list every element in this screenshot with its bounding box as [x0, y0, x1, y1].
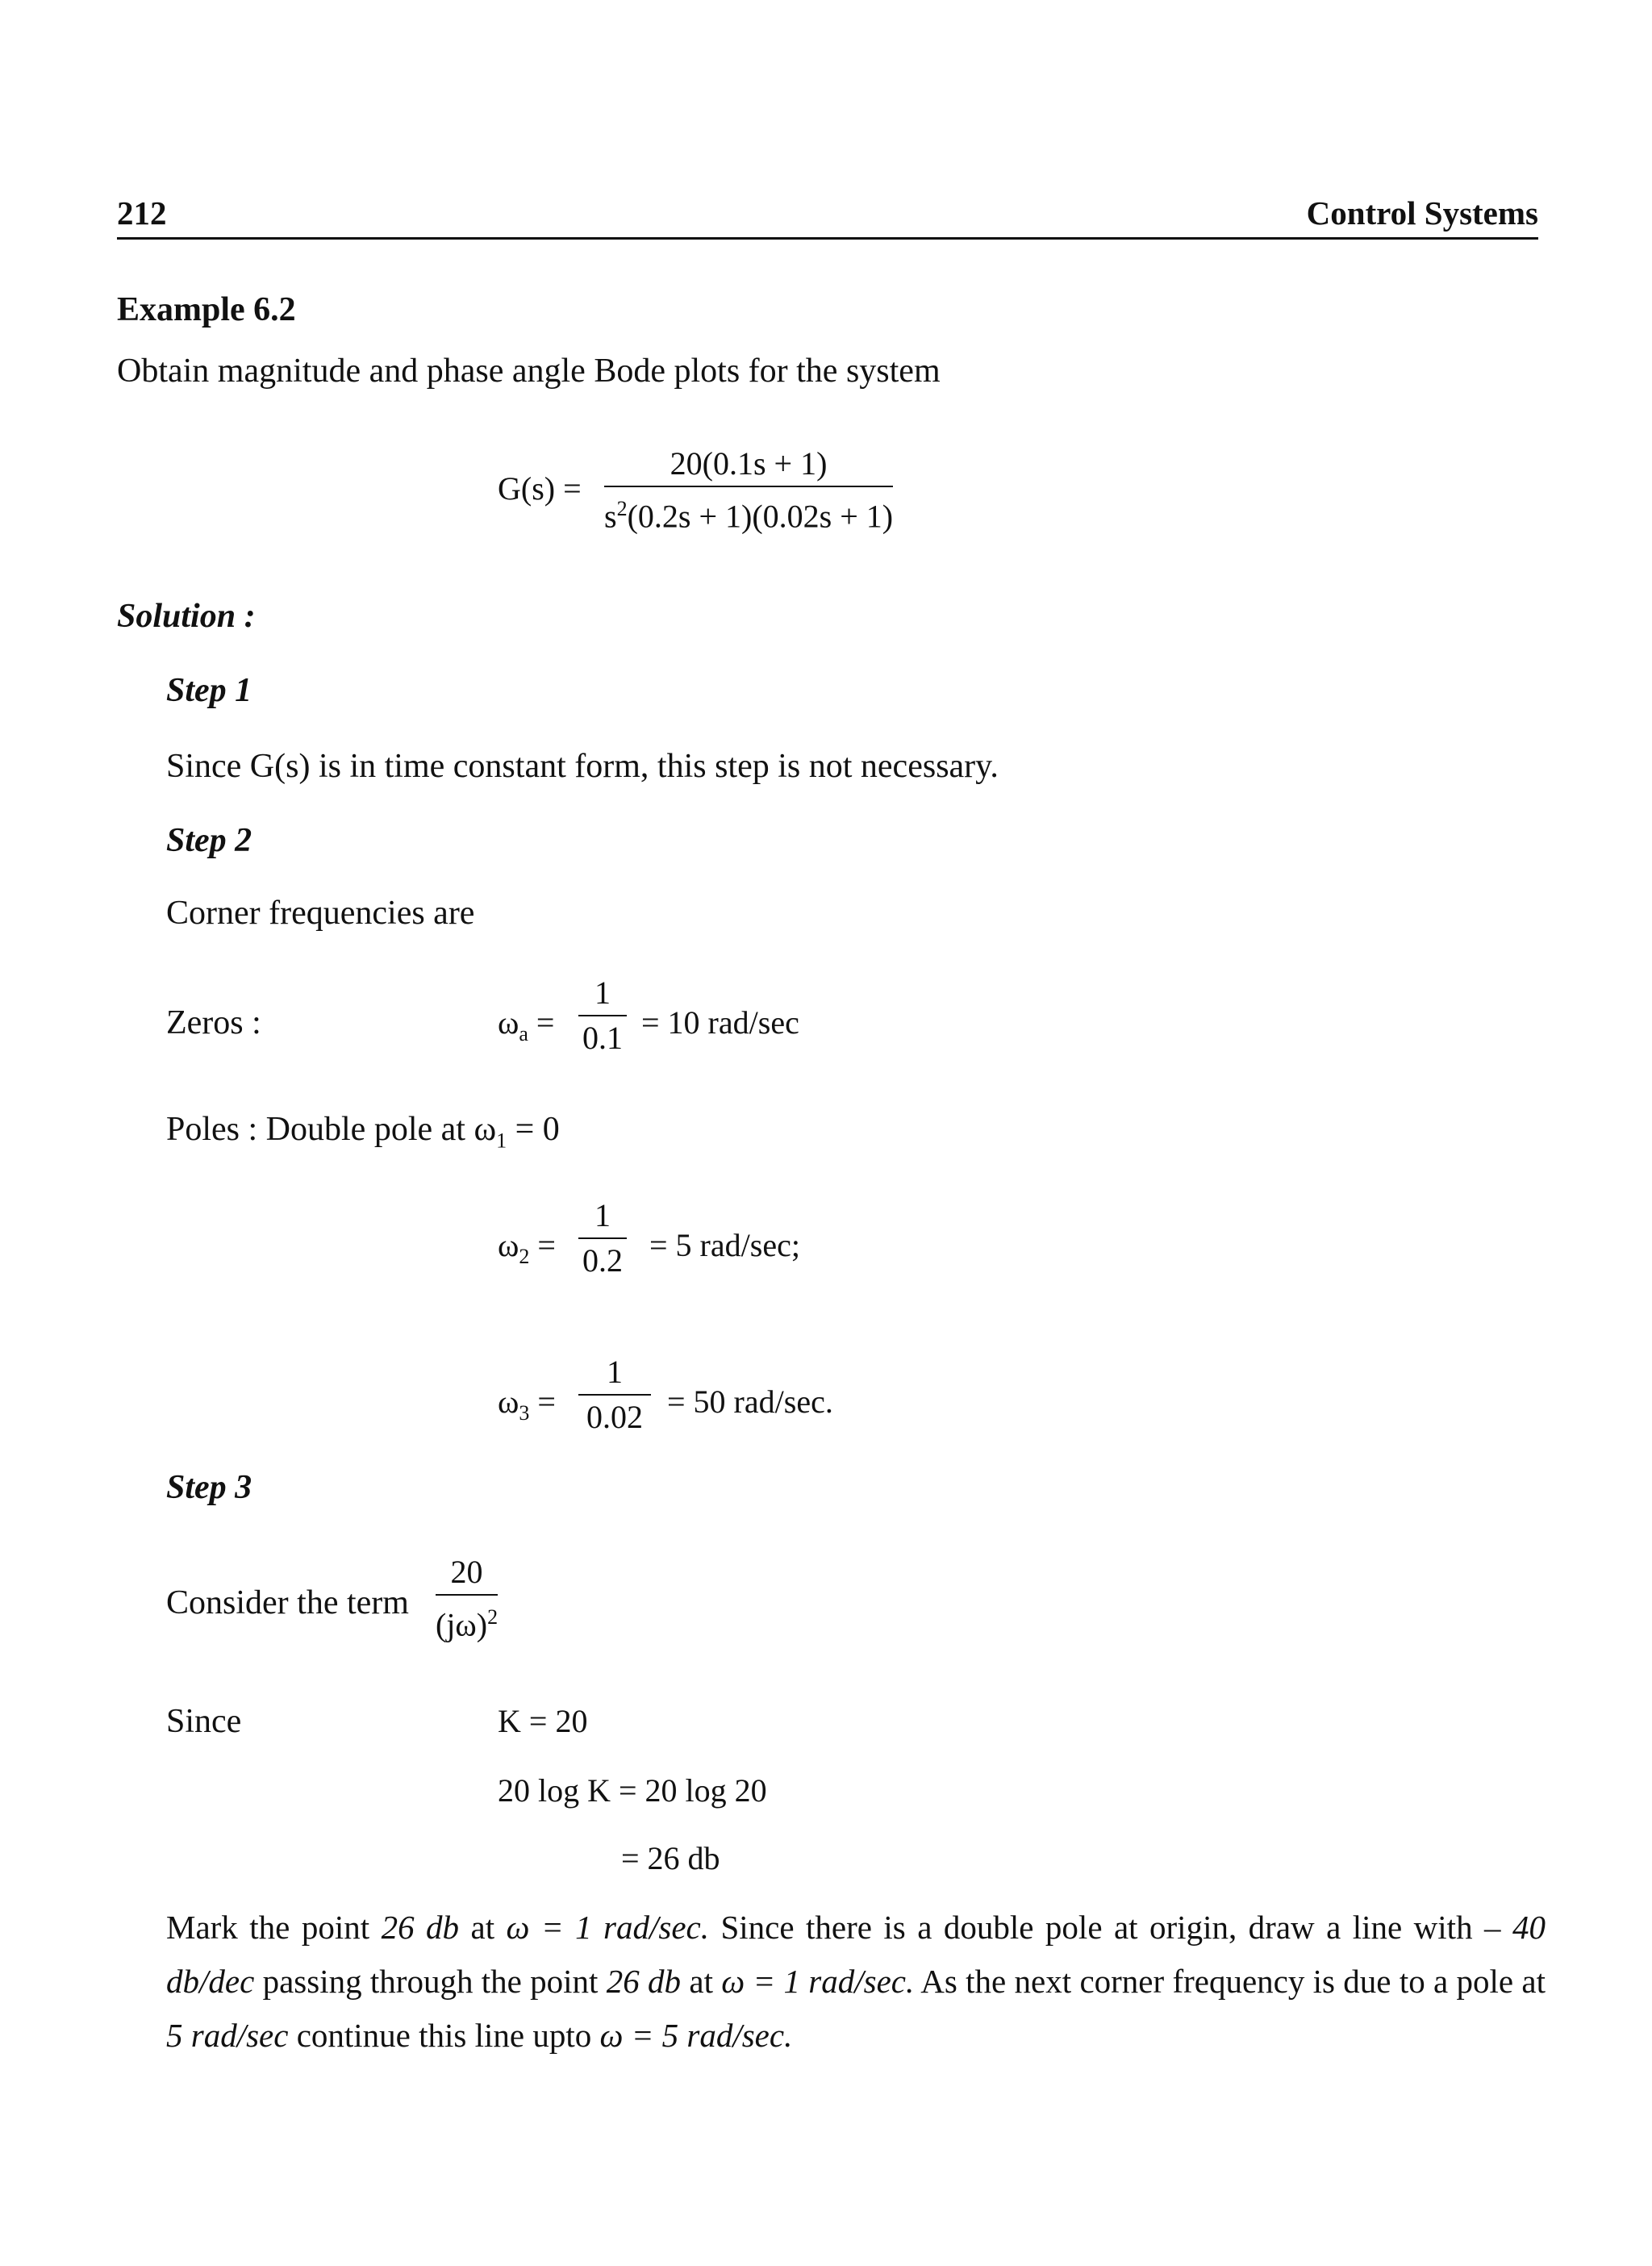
text-run: continue this line upto [288, 2017, 600, 2054]
italic-math-run: 26 db [381, 1909, 460, 1946]
example-title: Example 6.2 [117, 291, 296, 328]
step3-paragraph [166, 1901, 1546, 2063]
italic-math-run: – 40 db/dec [166, 1909, 1546, 2000]
step2-label: Step 2 [166, 822, 252, 859]
text-run: As the next corner frequency is due to a pole at [914, 1963, 1546, 2000]
omega-a-symbol: $\omega_a$ = [498, 1004, 555, 1045]
omega-a-fraction: 1 0.1 [578, 974, 627, 1057]
zeros-label: Zeros : [166, 1004, 261, 1041]
omega-2-symbol: $\omega_2$ = [498, 1227, 556, 1268]
transfer-function-fraction [604, 445, 893, 535]
text-run: at [681, 1963, 722, 2000]
italic-math-run: ω = 1 rad/sec. [721, 1963, 915, 2000]
running-title: Control Systems [1306, 194, 1538, 232]
tf-numerator: 20(0.1s + 1) [670, 445, 828, 482]
omega-a-result: = 10 rad/sec [641, 1004, 799, 1041]
text-run: Since there is a double pole at origin, draw a line with [709, 1909, 1485, 1946]
db-result: = 26 db [621, 1840, 720, 1876]
poles-text: Poles : Double pole at $\omega_1 = 0$ [166, 1111, 560, 1153]
italic-math-run: ω = 5 rad/sec. [599, 2017, 793, 2054]
corner-freq-intro: Corner frequencies are [166, 895, 475, 932]
consider-term-text: Consider the term [166, 1584, 409, 1621]
text-run: Mark the point [166, 1909, 382, 1946]
header-rule [117, 237, 1538, 240]
italic-math-run: 5 rad/sec [166, 2017, 289, 2054]
term-fraction: 20 $(j\omega)^2$ [436, 1554, 499, 1643]
transfer-function-lhs: G(s) = [498, 470, 582, 507]
text-run: passing through the point [254, 1963, 607, 2000]
omega-2-result: = 5 rad/sec; [649, 1227, 800, 1263]
italic-math-run: 26 db [606, 1963, 682, 2000]
since-label: Since [166, 1703, 242, 1740]
text-run: at [459, 1909, 507, 1946]
solution-label: Solution : [117, 598, 256, 635]
log-k-line: 20 log K = 20 log 20 [498, 1772, 767, 1809]
step1-label: Step 1 [166, 672, 252, 709]
example-statement: Obtain magnitude and phase angle Bode plots for the system [117, 353, 941, 390]
italic-math-run: ω = 1 rad/sec. [506, 1909, 709, 1946]
omega-3-symbol: $\omega_3$ = [498, 1383, 556, 1425]
fraction-bar [604, 486, 893, 487]
omega-3-result: = 50 rad/sec. [667, 1383, 833, 1420]
k-value: K = 20 [498, 1703, 588, 1739]
step1-text: Since G(s) is in time constant form, this step is not necessary. [166, 748, 999, 785]
omega-2-fraction: 1 0.2 [578, 1197, 627, 1279]
tf-denominator: $s^2(0.2s + 1)(0.02s + 1)$ [604, 497, 894, 535]
omega-3-fraction: 1 0.02 [578, 1354, 651, 1436]
step3-label: Step 3 [166, 1469, 252, 1506]
page-number: 212 [117, 194, 167, 232]
